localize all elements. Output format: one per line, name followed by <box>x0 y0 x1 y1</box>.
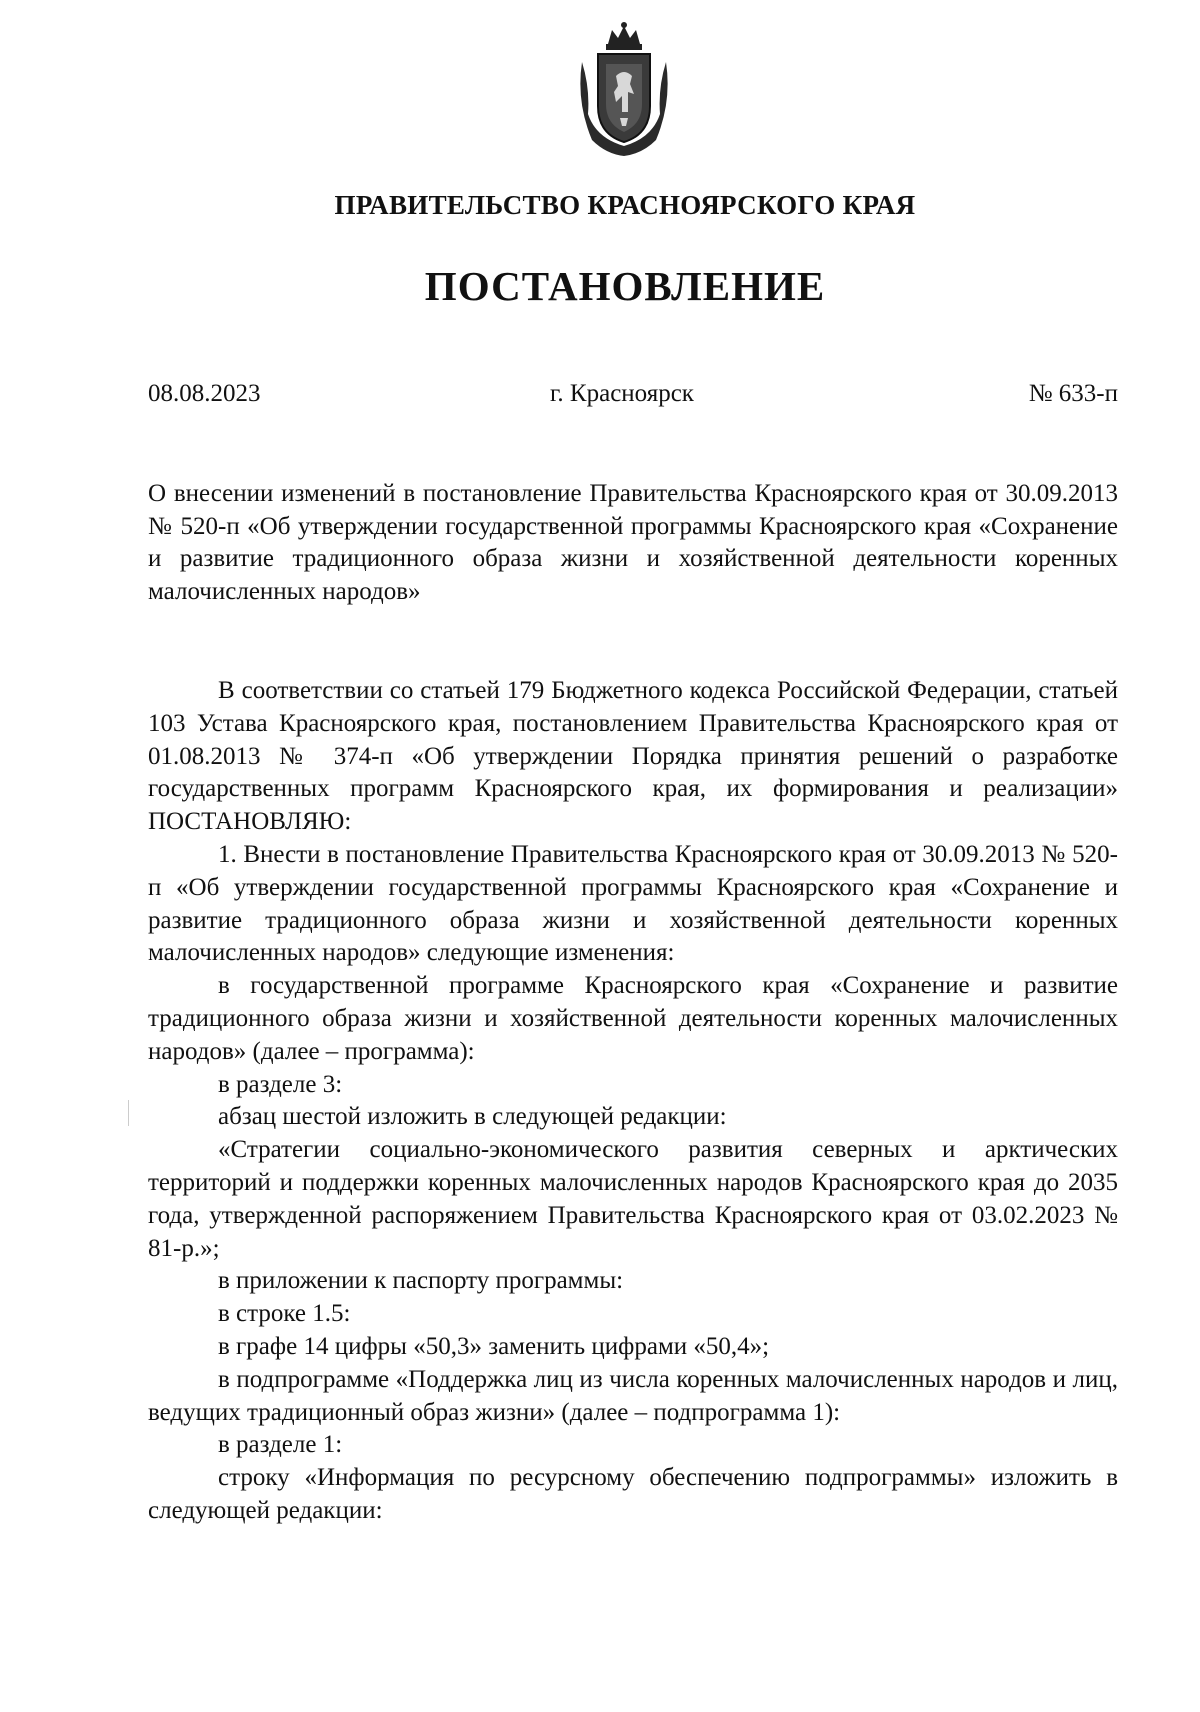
body-paragraph: абзац шестой изложить в следующей редакции: <box>218 1103 727 1131</box>
body-paragraph: 1. Внести в постановление Правительства Красноярского края от 30.09.2013 № 520-п «Об утверждении государственной программы Красноярского края «Сохранение и развитие традиционного образа жизни и хозяйственной деятельности коренных малочисленных народов» следующие изменения: <box>148 840 1118 967</box>
document-date: 08.08.2023 <box>148 380 261 407</box>
body-paragraph: в строке 1.5: <box>218 1300 351 1328</box>
body-paragraph: в государственной программе Красноярского края «Сохранение и развитие традиционного образа жизни и хозяйственной деятельности коренных малочисленных народов» (далее – программа): <box>148 972 1118 1065</box>
body-paragraph: в разделе 1: <box>218 1431 343 1459</box>
document-type-title: ПОСТАНОВЛЕНИЕ <box>424 263 826 309</box>
document-body <box>148 675 1118 1528</box>
document-subject: О внесении изменений в постановление Правительства Красноярского края от 30.09.2013 № 520-п «Об утверждении государственной программы Красноярского края «Сохранение и развитие традиционного образа жизни и хозяйственной деятельности коренных малочисленных народов» <box>148 480 1118 605</box>
body-paragraph: в графе 14 цифры «50,3» заменить цифрами «50,4»; <box>218 1332 770 1360</box>
body-paragraph: в разделе 3: <box>218 1070 343 1098</box>
body-paragraph: в подпрограмме «Поддержка лиц из числа коренных малочисленных народов и лиц, ведущих традиционный образ жизни» (далее – подпрограмма 1): <box>148 1365 1118 1426</box>
body-paragraph: в приложении к паспорту программы: <box>218 1267 624 1295</box>
scan-artifact <box>128 1100 129 1126</box>
document-city: г. Красноярск <box>550 380 694 407</box>
body-paragraph: «Стратегии социально-экономического развития северных и арктических территорий и поддержки коренных малочисленных народов Красноярского края до 2035 года, утвержденной распоряжением Правительства Красноярского края от 03.02.2023 № 81-р.»; <box>148 1136 1118 1262</box>
government-title: ПРАВИТЕЛЬСТВО КРАСНОЯРСКОГО КРАЯ <box>334 190 916 220</box>
coat-of-arms-icon <box>572 22 676 158</box>
document-meta <box>148 380 1118 414</box>
document-number: № 633-п <box>1028 380 1118 407</box>
body-paragraph: В соответствии со статьей 179 Бюджетного кодекса Российской Федерации, статьей 103 Устава Красноярского края, постановлением Правительства Красноярского края от 01.08.2013 № 374-п «Об утверждении Порядка принятия решений о разработке государственных программ Красноярского края, их формирования и реализации» ПОСТАНОВЛЯЮ: <box>148 677 1118 836</box>
body-paragraph: строку «Информация по ресурсному обеспечению подпрограммы» изложить в следующей редакции: <box>148 1464 1118 1524</box>
